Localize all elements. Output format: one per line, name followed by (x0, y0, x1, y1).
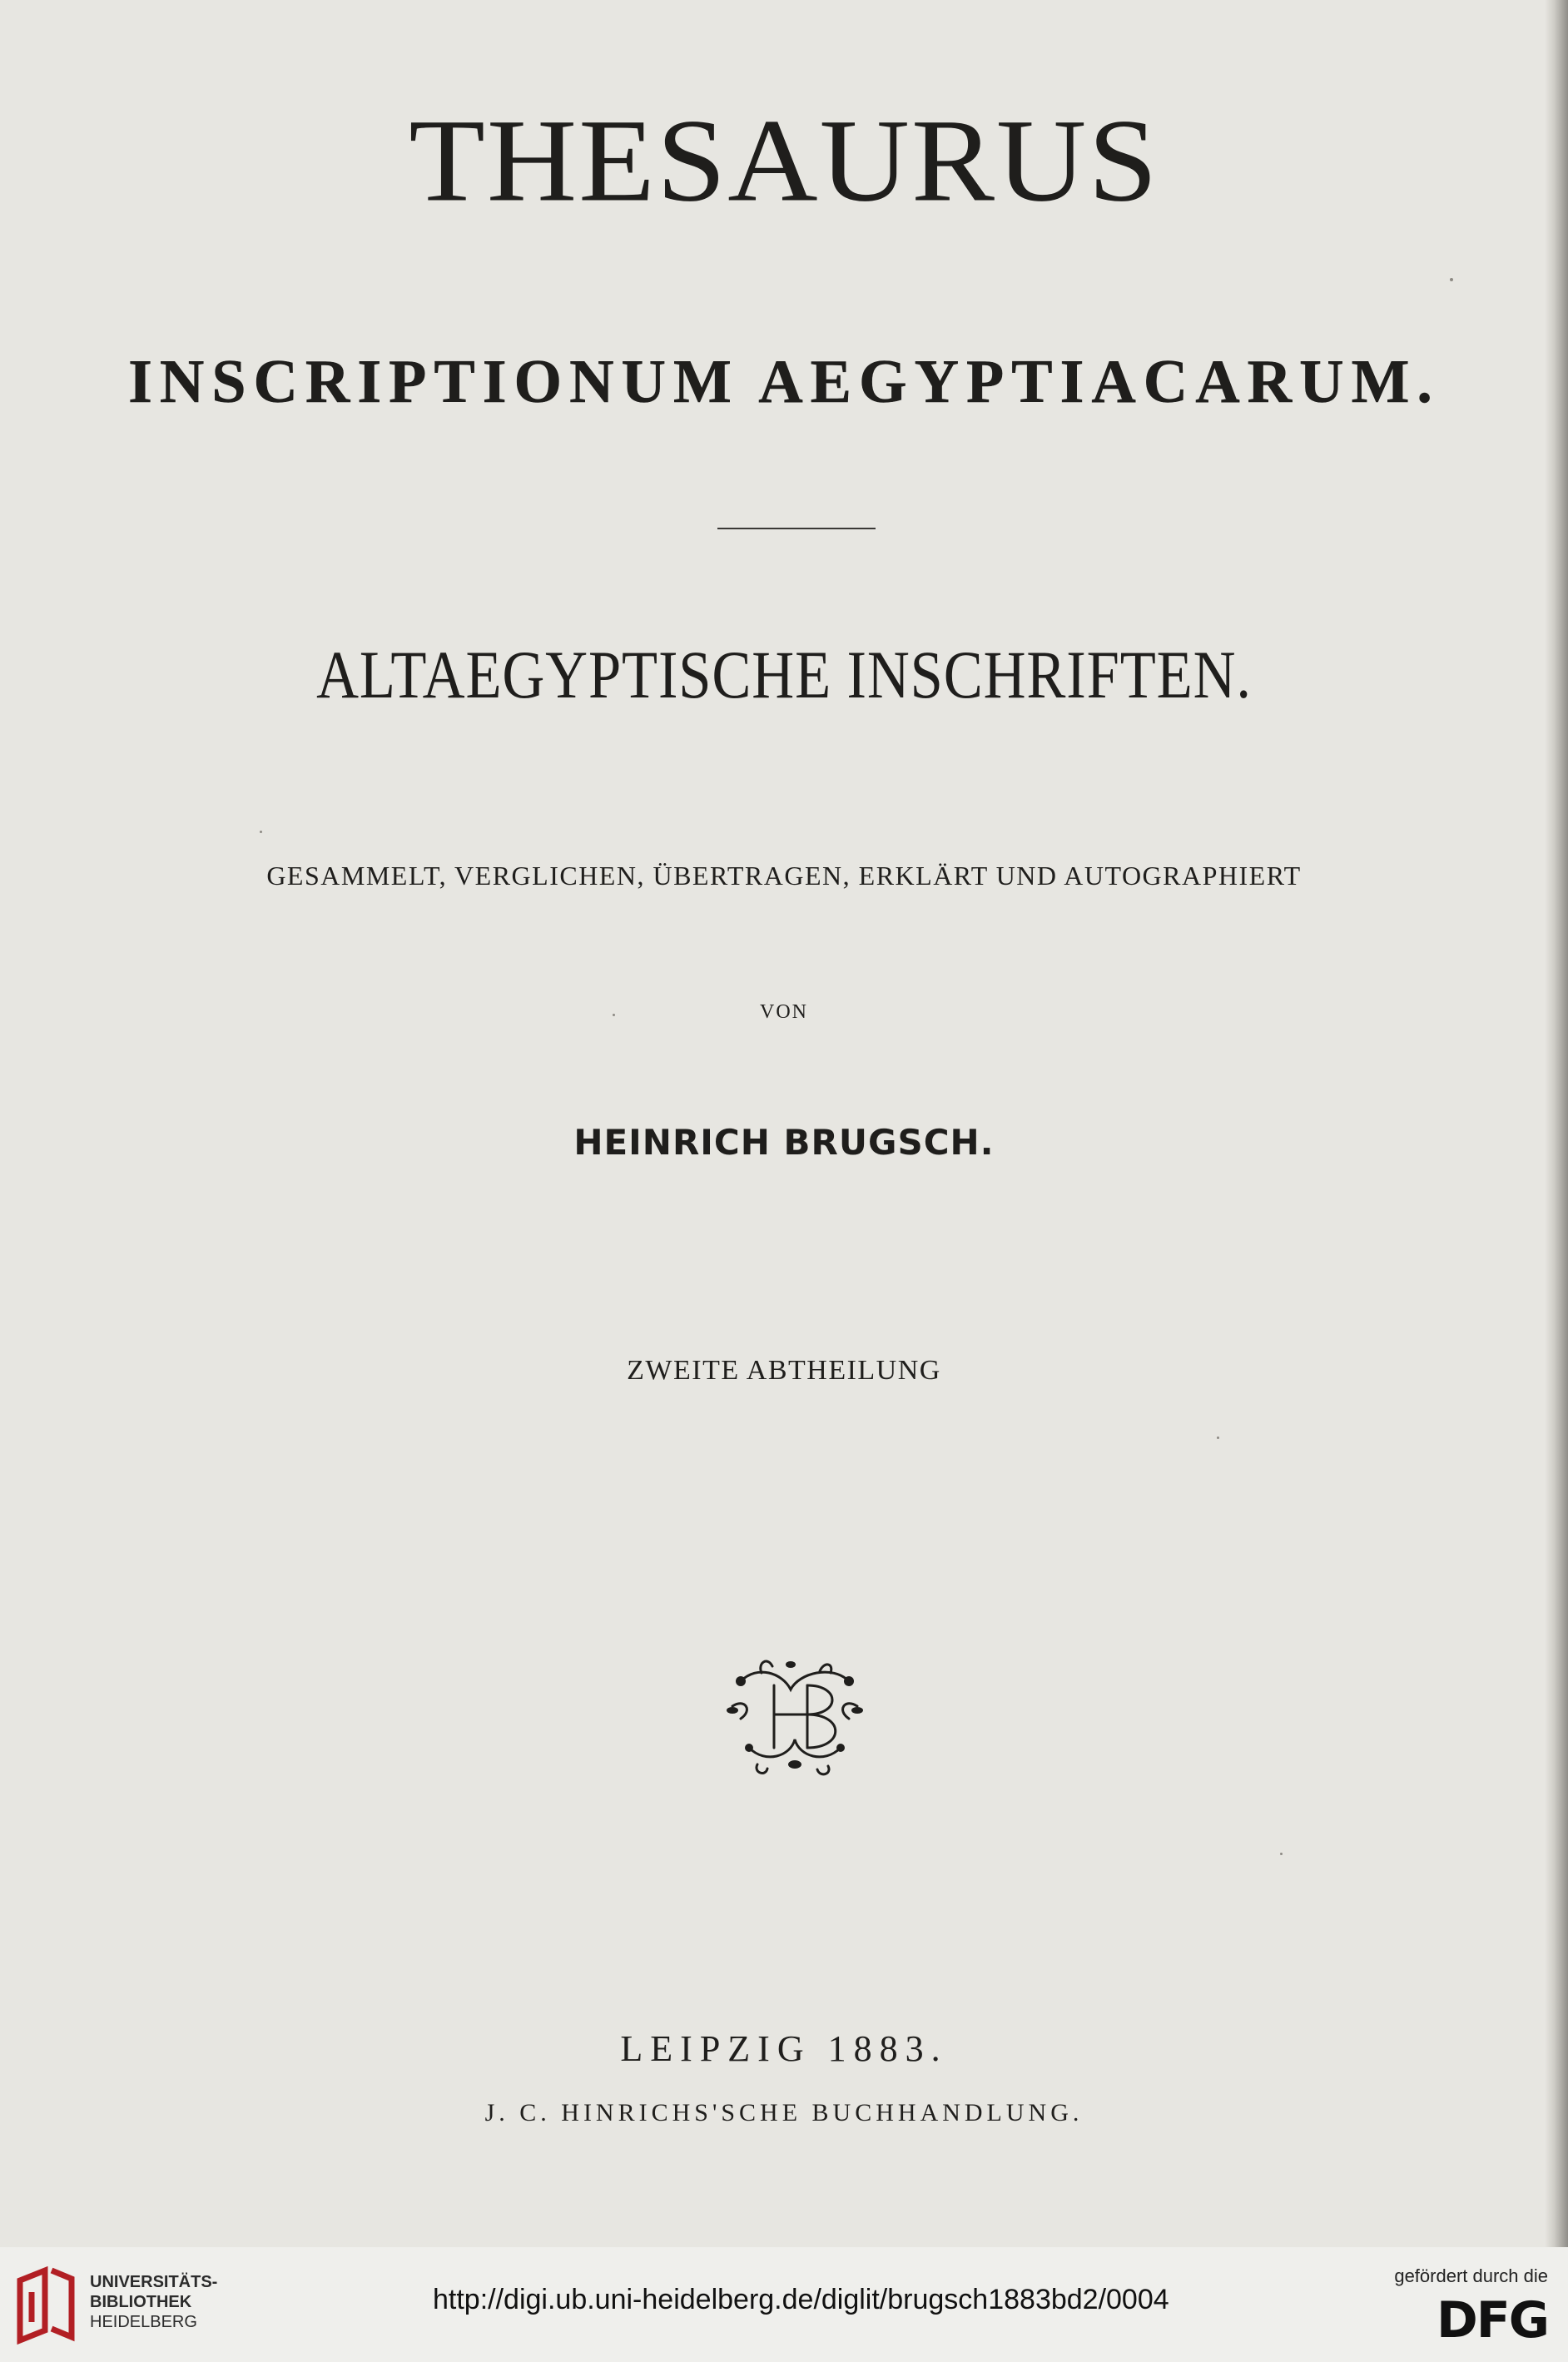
library-line-1: UNIVERSITÄTS- (90, 2273, 218, 2291)
digitization-footer (0, 2247, 1568, 2362)
secondary-title: ALTAEGYPTISCHE INSCHRIFTEN. (316, 637, 1252, 712)
place-and-year: LEIPZIG 1883. (620, 2028, 948, 2069)
volume-part: ZWEITE ABTHEILUNG (627, 1355, 941, 1386)
book-subtitle: INSCRIPTIONUM AEGYPTIACARUM. (128, 348, 1440, 416)
publisher-name: J. C. HINRICHS'SCHE BUCHHANDLUNG. (484, 2099, 1084, 2126)
hb-monogram-vignette-icon (716, 1648, 874, 1781)
page-edge-shadow (1545, 0, 1568, 2247)
library-name (90, 2272, 217, 2332)
description-line: GESAMMELT, VERGLICHEN, ÜBERTRAGEN, ERKLÄRT UND AUTOGRAPHIERT (266, 861, 1302, 891)
separator-rule (717, 528, 876, 529)
dfg-logo: DFG (1436, 2291, 1548, 2350)
funding-caption: gefördert durch die (1394, 2265, 1548, 2286)
book-title: THESAURUS (409, 95, 1159, 226)
author-name: HEINRICH BRUGSCH. (573, 1122, 995, 1163)
by-line: VON (760, 1001, 808, 1023)
library-line-3: HEIDELBERG (90, 2313, 197, 2331)
permalink-url[interactable]: http://digi.ub.uni-heidelberg.de/diglit/brugsch1883bd2/0004 (433, 2284, 1169, 2315)
library-line-2: BIBLIOTHEK (90, 2293, 192, 2311)
ub-heidelberg-logo-icon (15, 2264, 77, 2347)
